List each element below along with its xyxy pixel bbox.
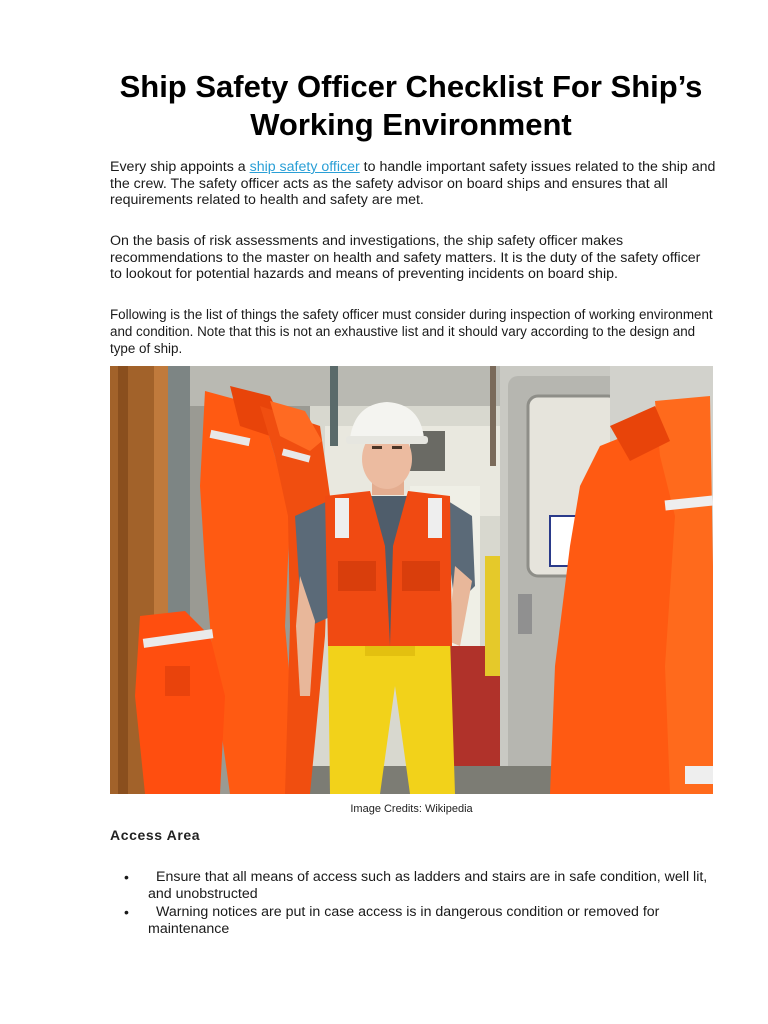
- intro-paragraph: [110, 159, 716, 209]
- photo-illustration: [110, 366, 713, 794]
- intro-text-start: Every ship appoints a: [110, 159, 250, 175]
- bullet-icon: •: [124, 904, 129, 920]
- image-caption: Image Credits: Wikipedia: [350, 803, 473, 815]
- list-item: [110, 869, 716, 903]
- list-item: [110, 904, 716, 938]
- risk-assessment-paragraph: On the basis of risk assessments and investigations, the ship safety officer makes recommendations to the master on health and safety matters. It is the duty of the safety officer to lookout for potential hazards and means of preventing incidents on board ship.: [110, 233, 701, 283]
- checklist-intro-paragraph: Following is the list of things the safety officer must consider during inspection of working environment and condition. Note that this is not an exhaustive list and it should vary according to the design and type of ship.: [110, 307, 713, 356]
- safety-officer-photo: [110, 366, 713, 794]
- ship-safety-officer-link[interactable]: ship safety officer: [249, 159, 360, 175]
- list-item-text: Ensure that all means of access such as ladders and stairs are in safe condition, well lit, and unobstructed: [148, 869, 708, 902]
- intro-text-end: to handle important safety issues related to the ship and the crew. The safety officer acts as the safety advisor on board ships and ensures that all requirements related to health and safety are met.: [110, 159, 716, 209]
- page-title: Ship Safety Officer Checklist For Ship’s Working Environment: [119, 69, 703, 142]
- list-item-text: Warning notices are put in case access is in dangerous condition or removed for maintenance: [148, 904, 660, 937]
- bullet-icon: •: [124, 869, 129, 885]
- access-area-bullet-list: [110, 869, 716, 939]
- section-heading-access-area: Access Area: [110, 827, 201, 843]
